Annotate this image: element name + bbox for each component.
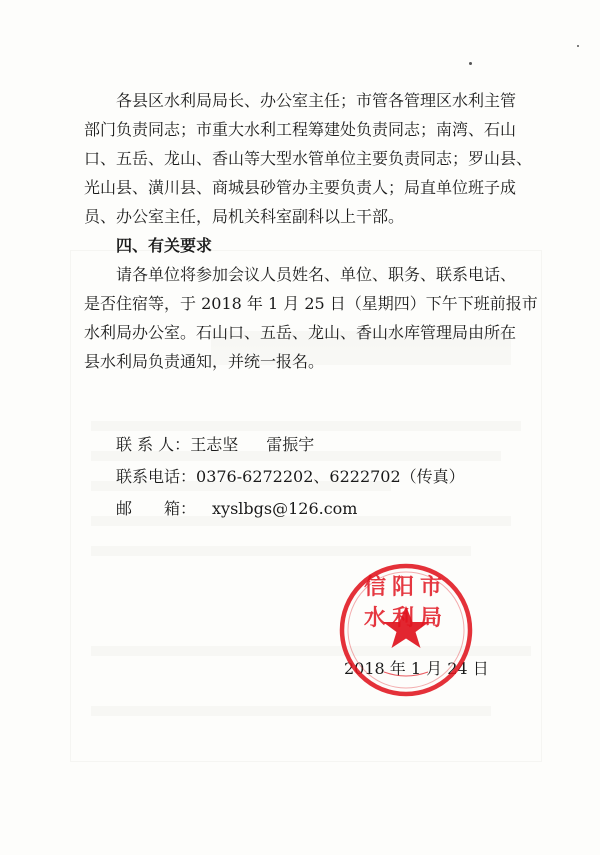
seal-lettering: 信阳市水利局 — [363, 575, 448, 631]
contact-block — [116, 430, 465, 526]
bleed-through-line — [91, 706, 491, 716]
contact-person-2: 雷振宇 — [266, 435, 315, 454]
requirements-line: 请各单位将参加会议人员姓名、单位、职务、联系电话、 — [116, 265, 517, 284]
attendees-line: 口、五岳、龙山、香山等大型水管单位主要负责同志；罗山县、 — [84, 149, 533, 168]
attendees-line: 部门负责同志；市重大水利工程筹建处负责同志；南湾、石山 — [84, 120, 517, 139]
scan-speck — [577, 45, 579, 47]
contact-phone-value: 0376-6272202、6222702（传真） — [196, 467, 465, 486]
document-date: 2018 年 1 月 24 日 — [344, 659, 489, 678]
scan-speck — [469, 62, 472, 65]
attendees-line: 各县区水利局局长、办公室主任；市管各管理区水利主管 — [116, 91, 517, 110]
requirements-line: 水利局办公室。石山口、五岳、龙山、香山水库管理局由所在 — [84, 323, 517, 342]
requirements-line: 是否住宿等，于 2018 年 1 月 25 日（星期四）下午下班前报市 — [84, 294, 538, 313]
document-body — [84, 86, 538, 376]
official-seal — [336, 560, 476, 700]
requirements-line: 县水利局负责通知，并统一报名。 — [84, 352, 325, 371]
contact-email-value: xyslbgs@126.com — [212, 499, 358, 518]
contact-phone-label: 联系电话： — [116, 467, 197, 486]
contact-phone-row — [116, 462, 465, 491]
section-heading: 四、有关要求 — [116, 236, 213, 255]
contact-email-label: 邮 箱： — [116, 499, 197, 518]
attendees-line: 光山县、潢川县、商城县砂管办主要负责人；局直单位班子成 — [84, 178, 517, 197]
contact-email-row — [116, 494, 465, 523]
contact-person-row — [116, 430, 465, 459]
attendees-line: 员、办公室主任，局机关科室副科以上干部。 — [84, 207, 405, 226]
bleed-through-line — [91, 546, 471, 556]
contact-person-1: 王志坚 — [190, 435, 239, 454]
contact-person-label: 联 系 人： — [116, 435, 191, 454]
